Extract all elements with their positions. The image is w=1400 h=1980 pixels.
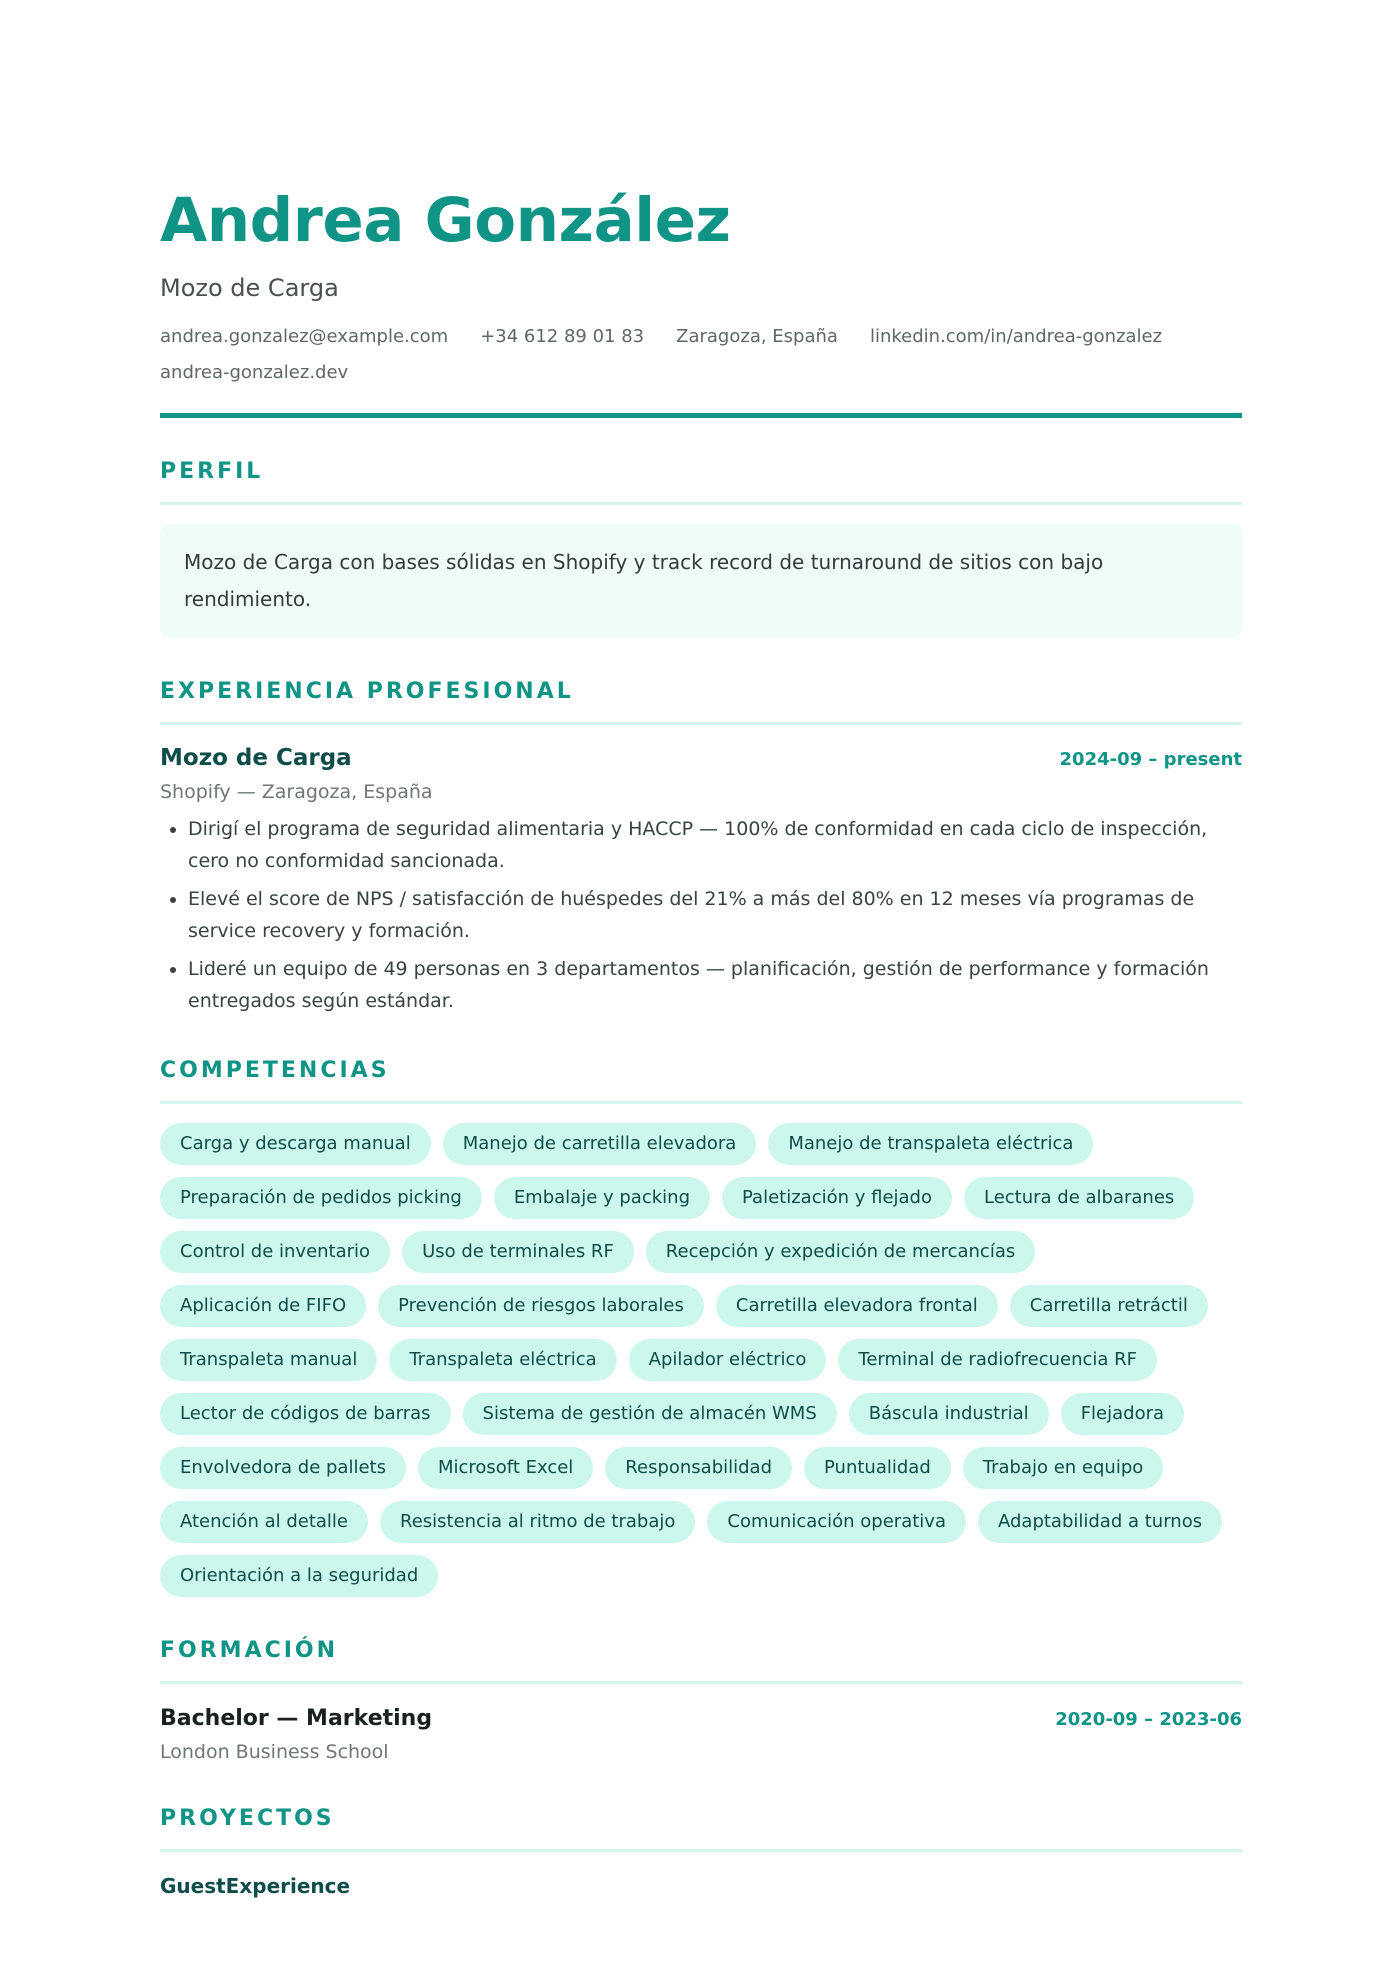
skill-chip: Microsoft Excel (418, 1447, 593, 1489)
experience-header (160, 745, 1242, 771)
section-divider (160, 502, 1242, 505)
section-title-experience: EXPERIENCIA PROFESIONAL (160, 679, 574, 704)
skill-chip: Aplicación de FIFO (160, 1285, 366, 1327)
skill-chip: Báscula industrial (849, 1393, 1049, 1435)
education-school: London Business School (160, 1741, 389, 1763)
section-divider (160, 1849, 1242, 1852)
skill-chip: Carretilla elevadora frontal (716, 1285, 998, 1327)
skill-chip: Carretilla retráctil (1010, 1285, 1208, 1327)
experience-dates: 2024-09 – present (1059, 749, 1242, 770)
skill-chip: Comunicación operativa (707, 1501, 966, 1543)
skill-chip: Adaptabilidad a turnos (978, 1501, 1222, 1543)
contact-phone[interactable]: +34 612 89 01 83 (480, 326, 645, 347)
skill-chip: Uso de terminales RF (402, 1231, 634, 1273)
skill-chip: Prevención de riesgos laborales (378, 1285, 704, 1327)
project-name: GuestExperience (160, 1874, 351, 1898)
contact-location: Zaragoza, España (676, 326, 838, 347)
skill-chip: Paletización y flejado (722, 1177, 952, 1219)
skill-chip: Embalaje y packing (494, 1177, 710, 1219)
contact-linkedin[interactable]: linkedin.com/in/andrea-gonzalez (869, 326, 1163, 347)
section-divider (160, 1101, 1242, 1104)
section-title-education: FORMACIÓN (160, 1638, 339, 1663)
resume-page (160, 185, 1242, 1898)
skill-chip: Responsabilidad (605, 1447, 792, 1489)
experience-bullet: • Lideré un equipo de 49 personas en 3 departamentos — planificación, gestión de performance y formación entregados según estándar. (188, 953, 1242, 1017)
contact-list (160, 323, 1220, 387)
candidate-name: Andrea González (160, 185, 731, 256)
section-title-skills: COMPETENCIAS (160, 1058, 390, 1083)
education-header (160, 1706, 1242, 1731)
section-title-projects: PROYECTOS (160, 1806, 335, 1831)
section-title-profile: PERFIL (160, 459, 264, 484)
contact-email[interactable]: andrea.gonzalez@example.com (160, 326, 449, 347)
profile-summary: Mozo de Carga con bases sólidas en Shopify y track record de turnaround de sitios con bajo rendimiento. (160, 524, 1242, 638)
skill-chip: Recepción y expedición de mercancías (646, 1231, 1035, 1273)
skill-chip: Apilador eléctrico (629, 1339, 827, 1381)
experience-company: Shopify — Zaragoza, España (160, 781, 433, 803)
skill-chip: Envolvedora de pallets (160, 1447, 406, 1489)
section-divider (160, 722, 1242, 725)
experience-bullets (160, 813, 1242, 1017)
skill-chip: Control de inventario (160, 1231, 390, 1273)
job-title: Mozo de Carga (160, 274, 339, 302)
education-dates: 2020-09 – 2023-06 (1055, 1709, 1242, 1730)
education-degree: Bachelor — Marketing (160, 1706, 433, 1731)
education-entry (160, 1706, 1242, 1765)
skill-chip: Manejo de carretilla elevadora (443, 1123, 757, 1165)
skill-chip: Transpaleta eléctrica (389, 1339, 616, 1381)
skill-chip: Lectura de albaranes (964, 1177, 1194, 1219)
skills-list (160, 1123, 1242, 1597)
skill-chip: Resistencia al ritmo de trabajo (380, 1501, 695, 1543)
skill-chip: Trabajo en equipo (963, 1447, 1164, 1489)
experience-entry (160, 745, 1242, 1017)
skill-chip: Manejo de transpaleta eléctrica (768, 1123, 1093, 1165)
section-divider (160, 1681, 1242, 1684)
skill-chip: Preparación de pedidos picking (160, 1177, 482, 1219)
experience-role: Mozo de Carga (160, 745, 352, 771)
project-entry (160, 1874, 1242, 1898)
skill-chip: Terminal de radiofrecuencia RF (838, 1339, 1157, 1381)
skill-chip: Orientación a la seguridad (160, 1555, 438, 1597)
skill-chip: Transpaleta manual (160, 1339, 377, 1381)
contact-website[interactable]: andrea-gonzalez.dev (160, 362, 349, 383)
skill-chip: Sistema de gestión de almacén WMS (463, 1393, 837, 1435)
skill-chip: Carga y descarga manual (160, 1123, 431, 1165)
skill-chip: Atención al detalle (160, 1501, 368, 1543)
header-divider (160, 413, 1242, 418)
skill-chip: Lector de códigos de barras (160, 1393, 451, 1435)
skill-chip: Puntualidad (804, 1447, 951, 1489)
skill-chip: Flejadora (1061, 1393, 1184, 1435)
experience-bullet: • Elevé el score de NPS / satisfacción de huéspedes del 21% a más del 80% en 12 meses vía programas de service recovery y formación. (188, 883, 1242, 947)
experience-bullet: • Dirigí el programa de seguridad alimentaria y HACCP — 100% de conformidad en cada ciclo de inspección, cero no conformidad sancionada. (188, 813, 1242, 877)
